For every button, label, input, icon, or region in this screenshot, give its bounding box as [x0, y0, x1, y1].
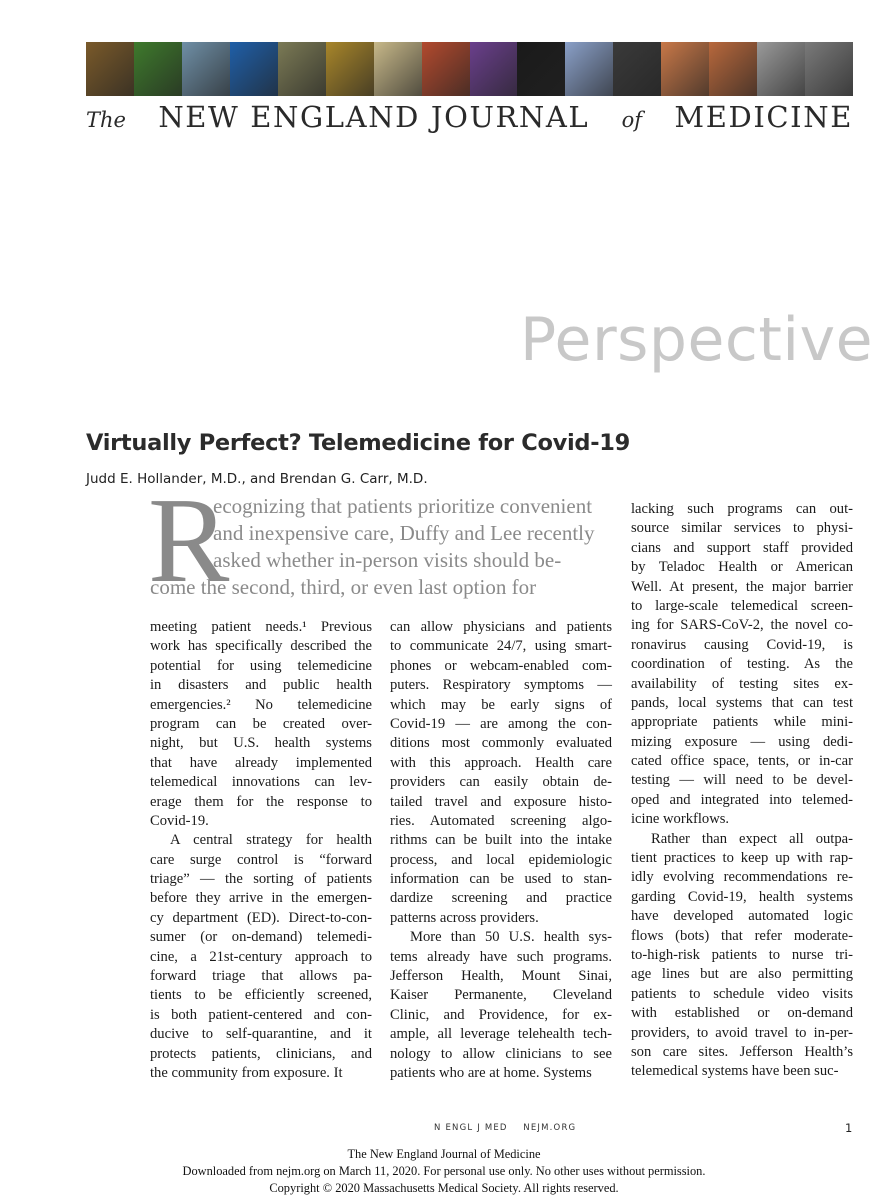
text-line: mizing exposure — using dedi- [631, 733, 853, 750]
banner-image-tile [422, 42, 470, 96]
page-number: 1 [845, 1121, 853, 1135]
text-line: lacking such programs can out- [631, 501, 853, 517]
text-line: providers, to avoid travel to in-per- [631, 1024, 853, 1041]
banner-image-tile [613, 42, 661, 96]
text-line: age lines but are also permitting [631, 966, 853, 983]
banner-image-tile [517, 42, 565, 96]
text-line: telemedical innovations can lev- [150, 774, 372, 791]
intro-line: asked whether in-person visits should be- [213, 548, 562, 572]
text-line: Jefferson Health, Mount Sinai, [390, 968, 612, 985]
text-line: triage” — the sorting of patients [150, 871, 372, 888]
journal-masthead [86, 100, 853, 136]
text-line: cians and support staff provided [631, 539, 853, 556]
text-line: tailed travel and exposure histo- [390, 793, 612, 810]
text-line: icine workflows. [631, 811, 730, 828]
text-line: availability of testing sites ex- [631, 675, 853, 692]
text-line: ries. Automated screening algo- [390, 812, 612, 829]
text-line: source similar services to physi- [631, 520, 853, 537]
text-line: Covid-19 — are among the con- [390, 715, 612, 732]
banner-image-tile [182, 42, 230, 96]
text-line: which may be early signs of [390, 696, 612, 713]
section-label: Perspective [520, 305, 873, 375]
download-journal-line: The New England Journal of Medicine [347, 1147, 541, 1161]
text-line: testing — will need to be devel- [631, 772, 853, 789]
copyright-notice: Copyright © 2020 Massachusetts Medical Society. All rights reserved. [269, 1181, 619, 1195]
text-line: Clinic, and Providence, for ex- [390, 1006, 612, 1023]
text-line: oped and integrated into telemed- [631, 791, 853, 808]
text-line: Well. At present, the major barrier [631, 578, 853, 595]
text-line: appropriate patients while mini- [631, 714, 853, 731]
text-line: to large-scale telemedical screen- [631, 597, 853, 614]
drop-cap: R [148, 473, 230, 608]
text-line: can allow physicians and patients [390, 619, 612, 635]
intro-line: ecognizing that patients prioritize convenient [213, 494, 593, 518]
text-line: cine, a 21st-century approach to [150, 948, 372, 965]
text-line: to communicate 24/7, using smart- [390, 638, 612, 655]
text-line: ing for SARS-CoV-2, the novel co- [631, 617, 853, 634]
banner-image-tile [134, 42, 182, 96]
banner-image-tile [326, 42, 374, 96]
text-line: cated office space, tents, or in-car [631, 753, 853, 770]
text-line: nology to allow clinicians to see [390, 1045, 612, 1062]
article-authors: Judd E. Hollander, M.D., and Brendan G. Carr, M.D. [86, 471, 428, 487]
text-line: garding Covid-19, health systems [631, 888, 853, 905]
text-line: providers can easily obtain de- [390, 774, 612, 791]
text-line: ronavirus causing Covid-19, is [631, 636, 853, 653]
download-notice: Downloaded from nejm.org on March 11, 2020. For personal use only. No other uses without permission. [182, 1164, 706, 1178]
text-line: Rather than expect all outpa- [651, 830, 853, 847]
text-line: flows (bots) that refer moderate- [631, 927, 853, 944]
text-line: ducive to self-quarantine, and it [150, 1026, 372, 1043]
banner-image-tile [230, 42, 278, 96]
running-footer: N ENGL J MED NEJM.ORG [434, 1123, 577, 1133]
text-line: erage them for the response to [150, 793, 372, 810]
text-line: protects patients, clinicians, and [150, 1045, 372, 1062]
text-line: patients who are at home. Systems [390, 1064, 592, 1081]
text-line: puters. Respiratory symptoms — [390, 677, 612, 694]
masthead-banner [86, 42, 853, 96]
text-line: the community from exposure. It [150, 1064, 343, 1081]
text-line: to-high-risk patients to nurse tri- [631, 946, 853, 963]
text-line: before they arrive in the emergen- [150, 890, 372, 907]
text-line: phones or webcam-enabled com- [390, 657, 612, 674]
text-line: sumer (or on-demand) telemedi- [150, 929, 372, 946]
text-line: with this approach. Health care [390, 754, 612, 771]
text-line: coordination of testing. As the [631, 656, 853, 673]
banner-image-tile [278, 42, 326, 96]
masthead-of: of [621, 108, 643, 132]
text-line: son care sites. Jefferson Health’s [631, 1043, 853, 1060]
banner-image-tile [565, 42, 613, 96]
text-line: telemedical systems have been suc- [631, 1063, 839, 1080]
banner-image-tile [86, 42, 134, 96]
text-line: patients to schedule video visits [631, 985, 853, 1002]
masthead-medicine: MEDICINE [674, 100, 853, 134]
text-line: tient practices to keep up with rap- [631, 850, 853, 867]
text-line: dardize screening and practice [390, 890, 612, 907]
text-line: potential for using telemedicine [150, 657, 372, 674]
banner-image-tile [709, 42, 757, 96]
text-line: forward triage that allows pa- [150, 968, 372, 985]
text-line: night, but U.S. health systems [150, 735, 372, 752]
text-column-1 [150, 618, 372, 1083]
text-line: have developed automated logic [631, 908, 853, 925]
article-title: Virtually Perfect? Telemedicine for Covid-19 [86, 430, 630, 456]
text-line: information can be used to stan- [390, 871, 612, 888]
text-line: More than 50 U.S. health sys- [410, 929, 612, 946]
intro-line: come the second, third, or even last option for [150, 575, 537, 599]
banner-image-tile [661, 42, 709, 96]
banner-image-tile [470, 42, 518, 96]
banner-image-tile [805, 42, 853, 96]
text-line: program can be created over- [150, 715, 372, 732]
text-line: meeting patient needs.¹ Previous [150, 619, 372, 635]
text-line: Covid-19. [150, 812, 209, 829]
text-line: care surge control is “forward [150, 851, 372, 868]
masthead-title: NEW ENGLAND JOURNAL [158, 100, 590, 134]
text-line: process, and local epidemiologic [390, 851, 612, 868]
text-line: is both patient-centered and con- [150, 1006, 372, 1023]
text-line: work has specifically described the [150, 638, 372, 655]
text-line: cy department (ED). Direct-to-con- [150, 909, 372, 926]
text-column-2 [390, 618, 612, 1083]
banner-image-tile [374, 42, 422, 96]
intro-line: and inexpensive care, Duffy and Lee recently [213, 521, 595, 545]
text-line: with established or on-demand [631, 1005, 853, 1022]
text-line: ditions most commonly evaluated [390, 735, 612, 752]
text-line: A central strategy for health [170, 832, 372, 849]
text-line: rithms can be built into the intake [390, 832, 612, 849]
text-line: ample, all leverage telehealth tech- [390, 1026, 612, 1043]
text-line: emergencies.² No telemedicine [150, 696, 372, 713]
text-line: in disasters and public health [150, 677, 372, 694]
text-line: by Teladoc Health or American [631, 559, 853, 576]
banner-image-tile [757, 42, 805, 96]
text-line: that have already implemented [150, 754, 372, 771]
text-line: tients to be efficiently screened, [150, 987, 372, 1004]
text-column-3 [631, 500, 853, 1082]
text-line: idly evolving recommendations re- [631, 869, 853, 886]
text-line: patterns across providers. [390, 909, 539, 926]
text-line: pands, local systems that can test [631, 694, 853, 711]
text-line: Kaiser Permanente, Cleveland [390, 987, 612, 1004]
text-line: tems already have such programs. [390, 948, 612, 965]
masthead-the: The [86, 108, 126, 132]
